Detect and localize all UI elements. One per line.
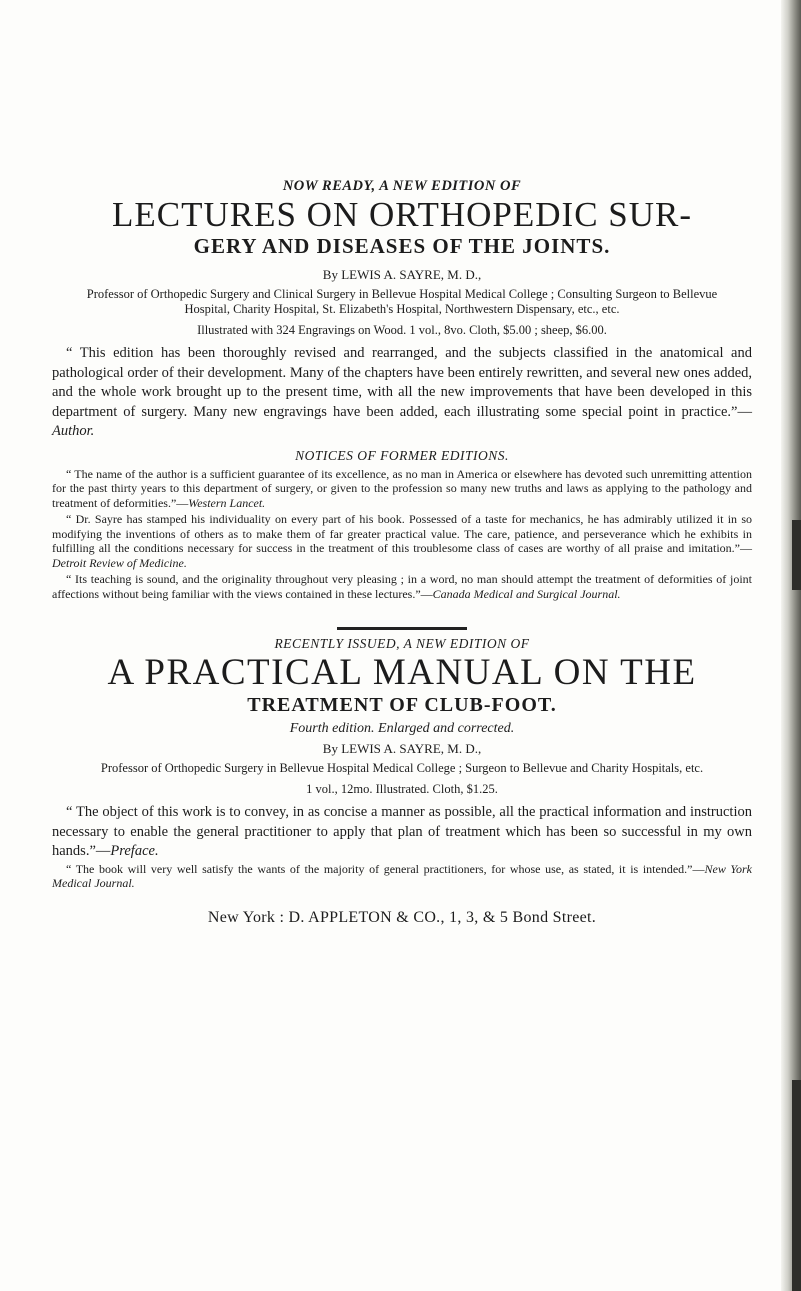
review-source: Detroit Review of Medicine. [52,555,187,570]
ad1-author-quote [52,344,752,442]
ad1-credentials: Professor of Orthopedic Surgery and Clinical Surgery in Bellevue Hospital Medical College ; Consulting Surgeon to Bellevue Hospital, Charity Hospital, St. Elizabeth's Hospital, Northwestern Dispensary, etc., etc. [86,287,718,316]
publisher-imprint: New York : D. APPLETON & CO., 1, 3, & 5 Bond Street. [207,908,597,926]
review-source: Canada Medical and Surgical Journal. [432,586,621,601]
review-source: Western Lancet. [188,495,266,510]
ad2-preface-quote [52,803,752,862]
ad1-subtitle: GERY AND DISEASES OF THE JOINTS. [193,234,611,258]
review-text: “ Its teaching is sound, and the originality throughout very pleasing ; in a word, no man should attempt the treatment of deformities of joint affections without being familiar with the views contained in these lectures.”— [52,572,752,601]
review-item [52,512,752,570]
page-content [52,178,752,927]
notices-heading: NOTICES OF FORMER EDITIONS. [295,447,509,463]
ad2-byline: By LEWIS A. SAYRE, M. D., [322,741,482,756]
ad2-title: A PRACTICAL MANUAL ON THE [107,652,697,693]
review-source: New York Medical Journal. [52,861,753,890]
review-item [52,572,752,601]
review-text: “ The name of the author is a sufficient guarantee of its excellence, as no man in America or elsewhere has devoted such unremitting attention for the past thirty years to this department of surgery, or given to the profession so many new truths and laws as applying to the pathology and treatment of deformities.”— [52,466,752,510]
review-item [52,862,752,891]
ad2-kicker: RECENTLY ISSUED, A NEW EDITION OF [274,636,530,651]
ad2-edition: Fourth edition. Enlarged and corrected. [289,721,515,736]
review-item [52,467,752,511]
author-quote-text: “ This edition has been thoroughly revised and rearranged, and the subjects classified in the anatomical and pathological order of their development. Many of the chapters have been entirely rewritten, and several new ones added, and the whole work brought up to the present time, with all the new improvements that have been developed in this department of surgery. Many new engravings have been added, each illustrating some special point in practice.”— [52,345,752,420]
author-quote-source: Author. [52,423,95,439]
club-foot-advertisement [52,636,752,891]
ad1-title: LECTURES ON ORTHOPEDIC SUR- [111,195,693,234]
review-text: “ Dr. Sayre has stamped his individuality on every part of his book. Possessed of a taste for mechanics, he has admirably utilized it in so modifying the inventions of others as to make them of far greater practical value. The care, patience, and perseverance which he exhibits in fulfilling all the conditions necessary for success in the treatment of this troublesome class of cases are worthy of all praise and imitation.”— [52,512,752,555]
page-edge-shadow [781,0,801,1291]
preface-quote-source: Preface. [110,843,159,859]
ad1-details: Illustrated with 324 Engravings on Wood. 1 vol., 8vo. Cloth, $5.00 ; sheep, $6.00. [197,323,607,337]
ad2-credentials: Professor of Orthopedic Surgery in Bellevue Hospital Medical College ; Surgeon to Bellevue and Charity Hospitals, etc. [100,761,704,775]
review-text: “ The book will very well satisfy the wants of the majority of general practitioners, for whose use, as stated, it is intended.”— [66,861,705,876]
preface-quote-text: “ The object of this work is to convey, in as concise a manner as possible, all the practical information and instruction necessary to enable the general practitioner to apply that plan of treatment which has been so successful in my own hands.”— [52,804,752,859]
section-divider [337,627,467,630]
ad1-kicker: NOW READY, A NEW EDITION OF [282,178,522,194]
ad2-details: 1 vol., 12mo. Illustrated. Cloth, $1.25. [306,782,498,796]
lectures-advertisement [52,178,752,601]
ad1-byline: By LEWIS A. SAYRE, M. D., [322,267,482,282]
ad2-subtitle: TREATMENT OF CLUB-FOOT. [247,694,557,716]
